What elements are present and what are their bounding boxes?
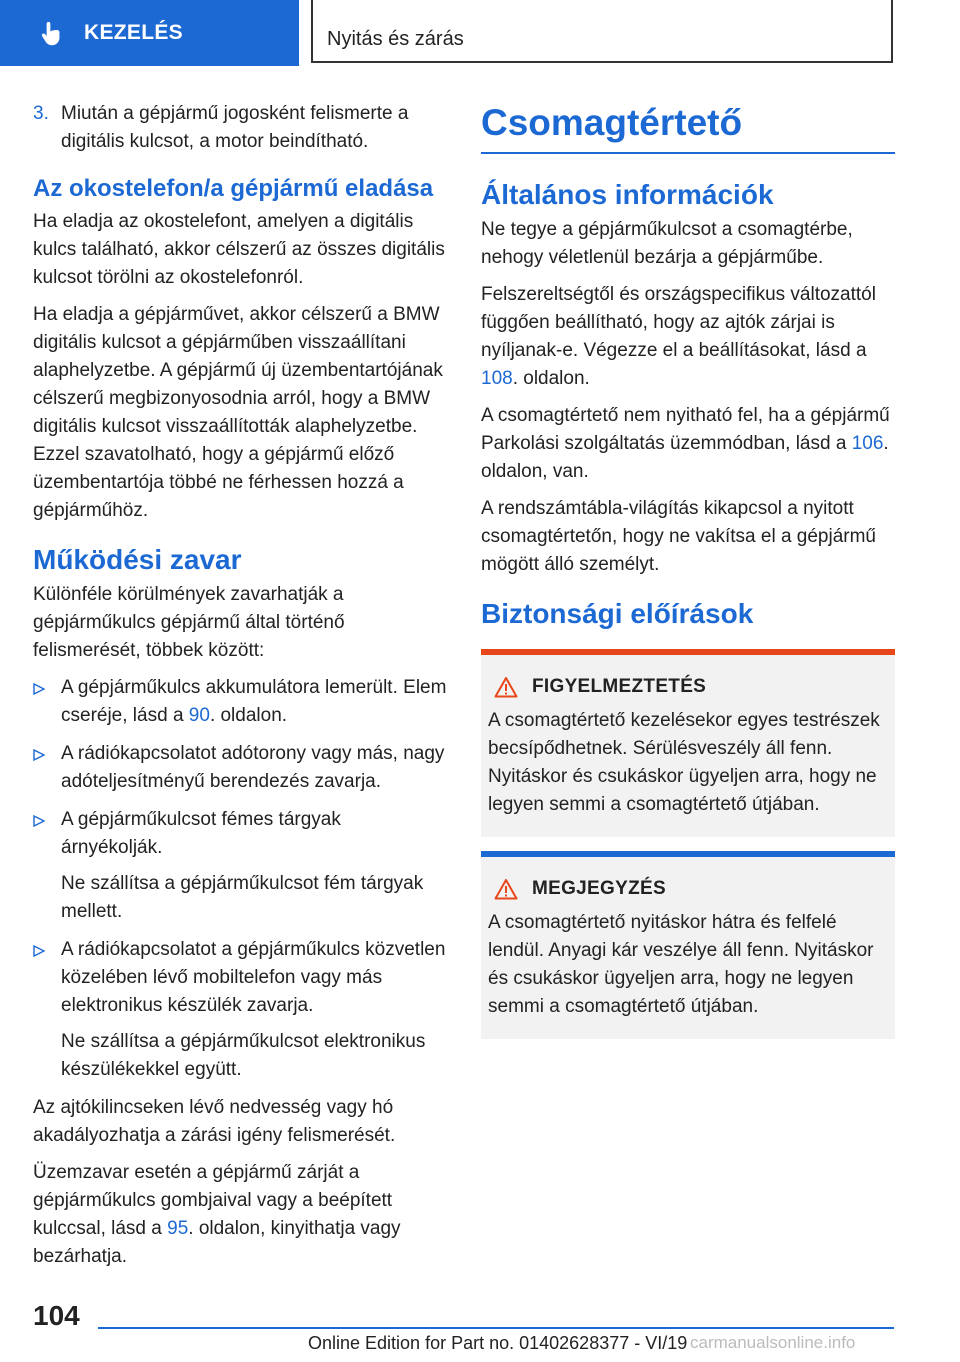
triangle-bullet-icon <box>33 674 61 730</box>
right-column <box>481 100 895 1039</box>
list-item: A rádiókapcsolatot a gépjárműkulcs közvetlen közelében lévő mobiltelefon vagy más elektronikus készülék zavarja. Ne szállítsa a gépjárműkulcsot elektronikus készülékekkel együtt. <box>33 936 447 1084</box>
fault-heading: Működési zavar <box>33 544 242 575</box>
warning-triangle-icon <box>494 878 518 900</box>
paragraph: A rendszámtábla-világítás kikapcsol a nyitott csomagtértetőn, hogy ne vakítsa el a gépjármű mögött álló személyt. <box>481 498 877 575</box>
warning-box <box>481 649 895 837</box>
general-heading: Általános információk <box>481 179 774 210</box>
paragraph: Ne tegye a gépjárműkulcsot a csomagtérbe, nehogy véletlenül bezárja a gépjárműbe. <box>481 219 853 268</box>
paragraph: Az ajtókilincseken lévő nedvesség vagy hó akadályozhatja a zárási igény felismerését. <box>33 1097 396 1146</box>
notice-label: MEGJEGYZÉS <box>532 878 666 899</box>
warning-label: FIGYELMEZTETÉS <box>532 676 707 697</box>
paragraph: A csomagtértető nem nyitható fel, ha a gépjármű Parkolási szolgáltatás üzemmódban, lásd a 106. oldalon, van. <box>481 405 890 482</box>
warning-triangle-icon <box>494 676 518 698</box>
hand-pointer-icon <box>38 19 66 47</box>
page-link-106[interactable]: 106 <box>851 433 884 454</box>
list-item: A gépjárműkulcsot fémes tárgyak árnyékolják. Ne szállítsa a gépjárműkulcsot fém tárgyak mellett. <box>33 806 447 926</box>
safety-heading: Biztonsági előírások <box>481 598 754 629</box>
notice-text: A csomagtértető nyitáskor hátra és felfelé lendül. Anyagi kár veszélye áll fenn. Nyitáskor és csukáskor ügyeljen arra, hogy ne legyen semmi a csomagtértető útjában. <box>488 912 874 1017</box>
triangle-bullet-icon <box>33 806 61 926</box>
chapter-header <box>311 0 893 63</box>
page-title: Csomagtértető <box>481 100 895 154</box>
step-3 <box>33 100 447 156</box>
list-item: A gépjárműkulcs akkumulátora lemerült. Elem cseréje, lásd a 90. oldalon. <box>33 674 447 730</box>
sale-heading: Az okostelefon/a gépjármű eladása <box>33 175 434 202</box>
list-item: A rádiókapcsolatot adótorony vagy más, nagy adóteljesítményű berendezés zavarja. <box>33 740 447 796</box>
step-text: Miután a gépjármű jogosként felismerte a digitális kulcsot, a motor beindítható. <box>61 103 409 152</box>
paragraph: Ha eladja a gépjárművet, akkor célszerű a BMW digitális kulcsot a gépjárműben visszaállítani alaphelyzetbe. A gépjármű új üzembentartójának célszerű megbizonyosodnia arról, hogy a BMW digitális kulcsot visszaállították alaphelyzetbe. Ezzel szavatolható, hogy a gépjármű előző üzembentartója többé ne férhessen hozzá a gépjárműhöz. <box>33 304 443 521</box>
page-link-108[interactable]: 108 <box>481 368 513 389</box>
paragraph: Különféle körülmények zavarhatják a gépjárműkulcs gépjármű által történő felismerését, többek között: <box>33 584 345 661</box>
step-number: 3. <box>33 103 49 124</box>
section-tab[interactable] <box>0 0 299 66</box>
page-number: 104 <box>33 1300 80 1331</box>
paragraph: Felszereltségtől és országspecifikus változattól függően beállítható, hogy az ajtók zárjai is nyíljanak-e. Végezze el a beállításokat, lásd a 108. oldalon. <box>481 284 876 389</box>
section-label: KEZELÉS <box>84 21 183 44</box>
warning-text: A csomagtértető kezelésekor egyes testrészek becsípődhetnek. Sérülésveszély áll fenn. Nyitáskor és csukáskor ügyeljen arra, hogy ne legyen semmi a csomagtértető útjában. <box>488 710 880 815</box>
notice-box <box>481 851 895 1039</box>
triangle-bullet-icon <box>33 740 61 796</box>
chapter-title: Nyitás és zárás <box>327 28 464 50</box>
watermark: carmanualsonline.info <box>690 1333 856 1352</box>
paragraph: Ha eladja az okostelefont, amelyen a digitális kulcs található, akkor célszerű az összes digitális kulcsot törölni az okostelefonról. <box>33 211 445 288</box>
paragraph: Üzemzavar esetén a gépjármű zárját a gépjárműkulcs gombjaival vagy a beépített kulccsal, lásd a 95. oldalon, kinyithatja vagy bezárhatja. <box>33 1162 401 1267</box>
page-link-90[interactable]: 90 <box>188 705 210 726</box>
page-link-95[interactable]: 95 <box>167 1218 189 1239</box>
left-column <box>33 100 447 1280</box>
triangle-bullet-icon <box>33 936 61 1084</box>
edition-text: Online Edition for Part no. 01402628377 - VI/19 <box>308 1333 688 1353</box>
footer-divider <box>98 1327 894 1329</box>
